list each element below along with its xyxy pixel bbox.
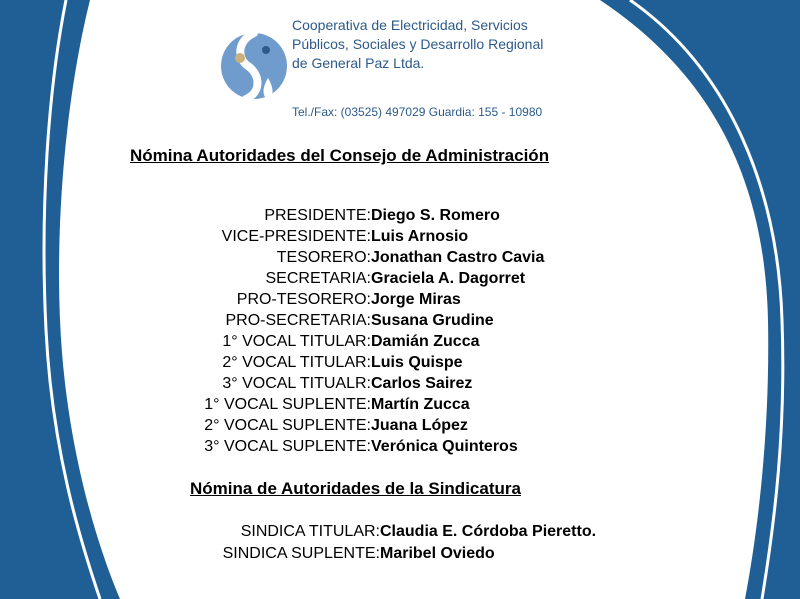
sindicatura-heading: Nómina de Autoridades de la Sindicatura bbox=[190, 479, 521, 498]
authority-row bbox=[204, 394, 469, 415]
authority-name: Maribel Oviedo bbox=[380, 545, 495, 562]
authority-name: Diego S. Romero bbox=[371, 207, 500, 224]
org-line-1: Cooperativa de Electricidad, Servicios bbox=[292, 17, 528, 33]
authority-name: Verónica Quinteros bbox=[371, 438, 518, 455]
authority-row bbox=[264, 205, 500, 226]
contact-info: Tel./Fax: (03525) 497029 Guardia: 155 - 10980 bbox=[292, 105, 543, 119]
authority-role: 2° VOCAL SUPLENTE: bbox=[204, 417, 371, 434]
authority-row bbox=[204, 436, 517, 457]
authority-role: 3° VOCAL SUPLENTE: bbox=[204, 438, 371, 455]
authority-name: Jonathan Castro Cavia bbox=[371, 249, 545, 266]
authority-role: SINDICA SUPLENTE: bbox=[222, 545, 380, 562]
authority-row bbox=[277, 247, 545, 268]
authority-row bbox=[222, 226, 469, 247]
authority-name: Luis Arnosio bbox=[371, 228, 469, 245]
authority-row bbox=[266, 268, 526, 289]
left-blue-band bbox=[0, 0, 120, 599]
authority-role: VICE-PRESIDENTE: bbox=[221, 228, 371, 245]
org-line-3: de General Paz Ltda. bbox=[292, 55, 425, 71]
authority-row bbox=[237, 289, 461, 310]
authority-name: Graciela A. Dagorret bbox=[371, 270, 526, 287]
coop-logo-icon bbox=[218, 18, 290, 114]
authority-role: 1° VOCAL TITULAR: bbox=[222, 333, 371, 350]
authority-role: PRO-TESORERO: bbox=[236, 291, 371, 308]
authority-row bbox=[222, 352, 462, 373]
authority-row bbox=[222, 331, 479, 352]
consejo-heading: Nómina Autoridades del Consejo de Administración bbox=[130, 146, 550, 165]
authority-row bbox=[226, 310, 494, 331]
authority-role: 2° VOCAL TITULAR: bbox=[222, 354, 371, 371]
authority-name: Carlos Sairez bbox=[371, 375, 473, 392]
authority-role: SINDICA TITULAR: bbox=[240, 523, 380, 540]
org-line-2: Públicos, Sociales y Desarrollo Regional bbox=[292, 36, 544, 52]
authority-row bbox=[223, 543, 495, 564]
authority-role: TESORERO: bbox=[276, 249, 371, 266]
authority-name: Martín Zucca bbox=[371, 396, 470, 413]
authority-role: 3° VOCAL TITUALR: bbox=[222, 375, 371, 392]
authority-role: PRESIDENTE: bbox=[264, 207, 371, 224]
authority-role: PRO-SECRETARIA: bbox=[225, 312, 371, 329]
authority-role: 1° VOCAL SUPLENTE: bbox=[204, 396, 371, 413]
authority-name: Claudia E. Córdoba Pieretto. bbox=[380, 523, 597, 540]
authority-name: Juana López bbox=[371, 417, 468, 434]
authority-name: Jorge Miras bbox=[371, 291, 461, 308]
authority-name: Susana Grudine bbox=[371, 312, 494, 329]
authority-name: Luis Quispe bbox=[371, 354, 463, 371]
authority-name: Damián Zucca bbox=[371, 333, 480, 350]
authority-row bbox=[241, 521, 596, 542]
authority-row bbox=[222, 373, 472, 394]
right-blue-band bbox=[600, 0, 800, 599]
organization-name bbox=[292, 16, 543, 73]
authority-role: SECRETARIA: bbox=[265, 270, 371, 287]
authority-row bbox=[204, 415, 468, 436]
